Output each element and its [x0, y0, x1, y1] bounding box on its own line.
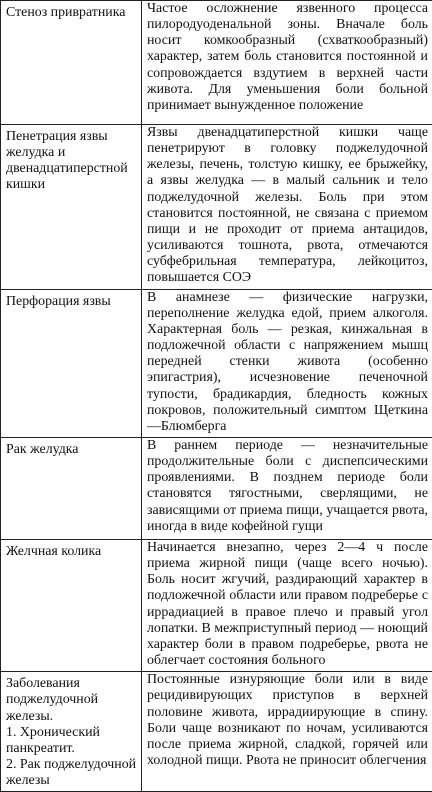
condition-name: Пенетрация язвы желудка и двенадцатиперстной кишки [6, 129, 137, 194]
description-cell: В анамнезе — физические нагрузки, переполнение желудка едой, прием алкоголя. Характерная боль — резкая, кинжальная в подложечной области с напряжением мышц передней стенки живота (особенно эпигастрия), исчезновение печеночной тупости, брадикардия, бледность кожных покровов, положительный симптом Щеткина—Блюмберга [142, 289, 432, 437]
description-cell: Язвы двенадцатиперстной кишки чаще пенетрируют в головку поджелудочной железы, печень, толстую кишку, ее брыжейку, а язвы желудка — в малый сальник и тело поджелудочной железы. Боль при этом становится постоянной, не связана с приемом пищи и не проходит от приема антацидов, усиливаются тошнота, рвота, отмечаются субфебрильная температура, лейкоцитоз, повышается СОЭ [142, 125, 432, 290]
condition-subitem: 1. Хронический панкреатит. [6, 725, 137, 757]
condition-cell [1, 539, 142, 671]
table-row [1, 1, 432, 125]
description-cell: Частое осложнение язвенного процесса пилородуоденальной зоны. Вначале боль носит комкообразный (схваткообразный) характер, затем боль становится постоянной и сопровождается вздутием в верхней части живота. Для уменьшения боли больной принимает вынужденное положение [142, 1, 432, 125]
condition-cell [1, 672, 142, 792]
table-row [1, 289, 432, 437]
description-cell: Начинается внезапно, через 2—4 ч после приема жирной пищи (чаще всего ночью). Боль носит жгучий, раздирающий характер в подложечной области или правом подреберье с иррадиацией в правое плечо и правый угол лопатки. В межприступный период — ноющий характер боли в правом подреберье, рвота не облегчает состояния больного [142, 539, 432, 671]
condition-name: Желчная колика [6, 544, 137, 560]
condition-cell [1, 289, 142, 437]
condition-name: Стеноз привратника [6, 5, 137, 21]
description-cell: В раннем периоде — незначительные продолжительные боли с диспепсическими проявлениями. В позднем периоде боли становятся тягостными, сверлящими, не зависящими от приема пищи, учащается рвота, иногда в виде кофейной гущи [142, 437, 432, 539]
table-row [1, 437, 432, 539]
condition-cell [1, 437, 142, 539]
condition-name: Рак желудка [6, 442, 137, 458]
condition-cell [1, 1, 142, 125]
condition-subitem: 2. Рак поджелудочной железы [6, 757, 137, 789]
table-row [1, 125, 432, 290]
condition-name: Перфорация язвы [6, 294, 137, 310]
table-row [1, 672, 432, 792]
condition-name: Заболевания поджелудочной железы. [6, 676, 137, 724]
condition-cell [1, 125, 142, 290]
table-row [1, 539, 432, 671]
description-cell: Постоянные изнуряющие боли или в виде рецидивирующих приступов в верхней половине живота, иррадиирующие в спину. Боли чаще возникают по ночам, усиливаются после приема жирной, сладкой, горячей или холодной пищи. Рвота не приносит облегчения [142, 672, 432, 792]
